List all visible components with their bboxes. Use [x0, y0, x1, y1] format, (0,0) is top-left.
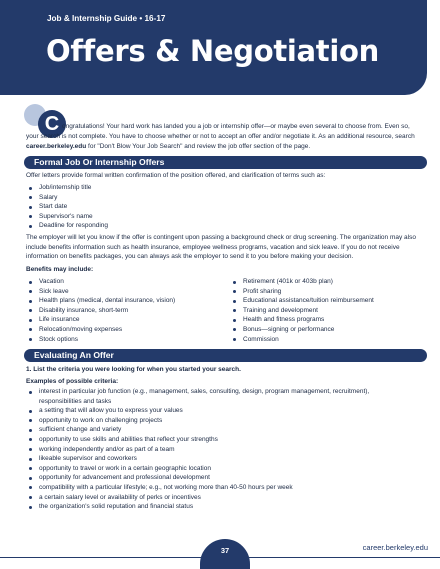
- criteria-item: working independently and/or as part of a team: [26, 445, 369, 455]
- list-item: Salary: [26, 193, 108, 203]
- benefit-item: Health and fitness programs: [230, 315, 374, 325]
- criteria-item: a certain salary level or availability of perks or incentives: [26, 493, 369, 503]
- list-item: Start date: [26, 202, 108, 212]
- criteria-item: the organization's solid reputation and financial status: [26, 502, 369, 512]
- benefit-item: Bonus—signing or performance: [230, 325, 374, 335]
- step-one: 1. List the criteria you were looking for when you started your search.: [26, 366, 241, 373]
- page-title: Offers & Negotiation: [46, 34, 379, 68]
- benefits-label: Benefits may include:: [26, 266, 94, 273]
- criteria-item: a setting that will allow you to express your values: [26, 406, 369, 416]
- formal-paragraph: The employer will let you know if the offer is contingent upon passing a background check or drug screening. The organization may also include benefits information such as health insurance, employee wellness programs, vacation and sick leave. If you do not receive information on benefits packages, you can always ask the employer to send it to you before making your decision.: [26, 234, 416, 261]
- benefits-list-left: [26, 277, 175, 344]
- criteria-item: sufficient change and variety: [26, 425, 369, 435]
- footer-url[interactable]: career.berkeley.edu: [362, 543, 428, 552]
- intro-text-1: ongratulations! Your hard work has landed you a job or internship offer—or maybe even several to choose from. Even so, your search is not complete. You have to choose whether or not to accept an offer and/or negotiate it. As an additional resource, search: [26, 123, 415, 140]
- criteria-item: likeable supervisor and coworkers: [26, 454, 369, 464]
- benefit-item: Training and development: [230, 306, 374, 316]
- section-header-formal-offers: [24, 156, 427, 169]
- section-heading: Formal Job Or Internship Offers: [34, 157, 165, 167]
- criteria-item: opportunity to work on challenging projects: [26, 416, 369, 426]
- benefit-item: Life insurance: [26, 315, 175, 325]
- intro-paragraph: [26, 122, 420, 151]
- examples-label: Examples of possible criteria:: [26, 378, 119, 385]
- page-number: 37: [200, 539, 250, 569]
- criteria-item: opportunity to use skills and abilities that reflect your strengths: [26, 435, 369, 445]
- benefit-item: Health plans (medical, dental insurance, vision): [26, 296, 175, 306]
- criteria-item: compatibility with a particular lifestyle; e.g., not working more than 40-50 hours per week: [26, 483, 369, 493]
- benefit-item: Relocation/moving expenses: [26, 325, 175, 335]
- benefit-item: Sick leave: [26, 287, 175, 297]
- benefit-item: Stock options: [26, 335, 175, 345]
- intro-link[interactable]: career.berkeley.edu: [26, 142, 87, 150]
- benefit-item: Vacation: [26, 277, 175, 287]
- drop-cap-letter: C: [38, 110, 66, 138]
- criteria-item: interest in particular job function (e.g., management, sales, consulting, design, program management, recruitment),: [26, 387, 369, 397]
- intro-text-2: for "Don't Blow Your Job Search" and review the job offer section of the page.: [86, 142, 311, 150]
- benefit-item: Retirement (401k or 403b plan): [230, 277, 374, 287]
- benefit-item: Commission: [230, 335, 374, 345]
- benefit-item: Disability insurance, short-term: [26, 306, 175, 316]
- page-footer: [0, 543, 440, 569]
- criteria-item: opportunity to travel or work in a certain geographic location: [26, 464, 369, 474]
- section-heading: Evaluating An Offer: [34, 350, 114, 360]
- criteria-item: responsibilities and tasks: [39, 397, 112, 405]
- list-item: Deadline for responding: [26, 221, 108, 231]
- benefit-item: Profit sharing: [230, 287, 374, 297]
- section-header-evaluating: [24, 349, 427, 362]
- benefit-item: Educational assistance/tuition reimbursement: [230, 296, 374, 306]
- formal-lead-text: Offer letters provide formal written confirmation of the position offered, and clarification of terms such as:: [26, 172, 326, 179]
- offer-terms-list: [26, 183, 108, 231]
- page-header: [0, 0, 427, 95]
- list-item: Job/internship title: [26, 183, 108, 193]
- criteria-item: opportunity for advancement and professional development: [26, 473, 369, 483]
- criteria-list: [26, 387, 369, 512]
- guide-label: Job & Internship Guide • 16-17: [47, 14, 166, 23]
- list-item: Supervisor's name: [26, 212, 108, 222]
- benefits-list-right: [230, 277, 374, 344]
